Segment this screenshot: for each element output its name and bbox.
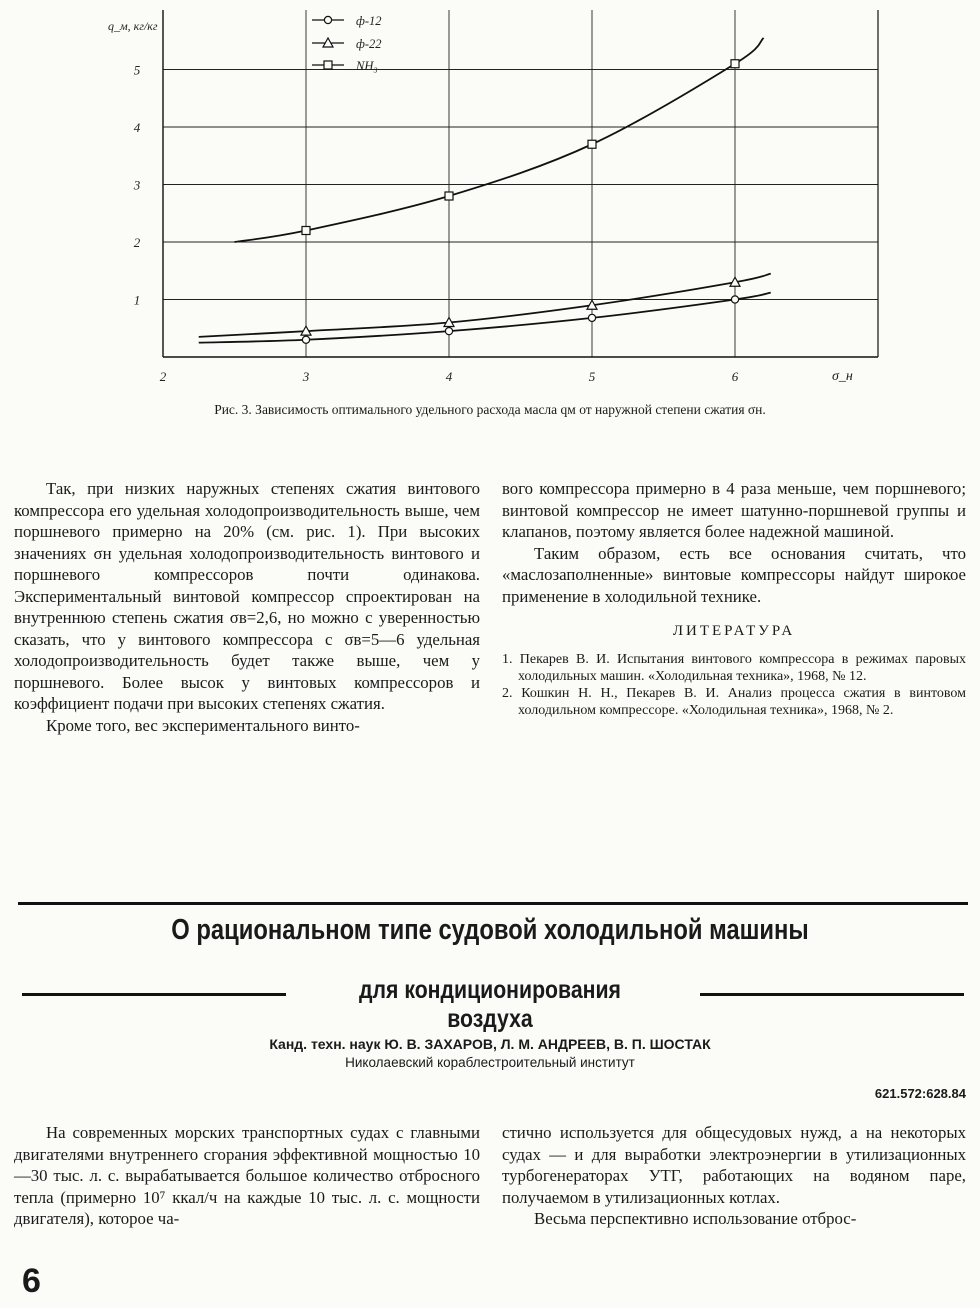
figure-caption: Рис. 3. Зависимость оптимального удельного расхода масла qм от наружной степени сжатия σн.	[214, 402, 766, 417]
article2-paragraph: На современных морских транспортных судах с главными двигателями внутреннего сгорания эффективной мощностью 10—30 тыс. л. с. вырабатывается большое количество отбросного тепла (примерно 10⁷ ккал/ч на каждые 10 тыс. л. с. мощности двигателя), которое ча-	[14, 1123, 480, 1228]
series-line-0	[199, 293, 771, 343]
chart-axes	[163, 10, 878, 357]
page-number: 6	[22, 1262, 41, 1300]
series-point-0	[731, 296, 738, 303]
x-tick-label: 2	[159, 369, 167, 384]
reference-item: 1. Пекарев В. И. Испытания винтового компрессора в режимах паровых холодильных машин. «Холодильная техника», 1968, № 12.	[502, 651, 966, 684]
y-tick-label: 4	[133, 120, 141, 135]
y-tick-label: 3	[133, 177, 141, 193]
series-point-2	[731, 60, 739, 68]
article1-paragraph: Таким образом, есть все основания считать, что «маслозаполненные» винтовые компрессоры найдут широкое применение в холодильной технике.	[502, 543, 966, 606]
article2-paragraph: стично используется для общесудовых нужд, а на некоторых судах — и для выработки электроэнергии в утилизационных турбогенераторах УТГ, работающих на водяном паре, получаемом в утилизационных котлах.	[502, 1123, 966, 1207]
article-institution: Николаевский кораблестроительный институт	[345, 1055, 635, 1070]
article1-left-column	[14, 478, 480, 736]
series-point-2	[302, 227, 310, 235]
x-axis-label: σ_н	[832, 369, 853, 384]
article1-paragraph: Кроме того, вес экспериментального винто-	[46, 715, 360, 735]
article-title: О рациональном типе судовой холодильной машины	[171, 914, 809, 946]
reference-item: 2. Кошкин Н. Н., Пекарев В. И. Анализ процесса сжатия в винтовом холодильном компрессоре. «Холодильная техника», 1968, № 2.	[502, 685, 966, 718]
oil-consumption-chart	[0, 0, 980, 400]
x-tick-label: 3	[302, 369, 310, 384]
subtitle-rule-left	[22, 993, 286, 996]
article-authors: Канд. техн. наук Ю. В. ЗАХАРОВ, Л. М. АНДРЕЕВ, В. П. ШОСТАК	[269, 1036, 711, 1052]
series-point-2	[445, 192, 453, 200]
subtitle-rule-right	[700, 993, 964, 996]
legend-label: ф-12	[356, 14, 382, 28]
y-tick-label: 1	[133, 292, 141, 308]
legend-marker	[324, 61, 332, 69]
article2-right-column	[502, 1122, 966, 1230]
x-tick-label: 6	[731, 369, 739, 384]
article1-right-column	[502, 478, 966, 719]
series-point-2	[588, 140, 596, 148]
series-point-0	[588, 314, 595, 321]
chart-grid	[163, 10, 878, 357]
article1-paragraph: вого компрессора примерно в 4 раза меньше, чем поршневого; винтовой компрессор не имеет шатунно-поршневой группы и клапанов, поэтому является более надежной машиной.	[502, 479, 966, 541]
legend-marker	[324, 16, 331, 23]
y-tick-label: 5	[133, 62, 141, 78]
literature-heading: ЛИТЕРАТУРА	[672, 623, 796, 639]
legend-label: NH₃	[356, 59, 378, 73]
legend-label: ф-22	[356, 37, 382, 51]
chart-series	[199, 38, 771, 343]
series-point-0	[302, 336, 309, 343]
top-rule	[18, 902, 968, 905]
article2-left-column	[14, 1122, 480, 1230]
y-axis-label: q_м, кг/кг	[108, 19, 158, 33]
series-point-0	[445, 328, 452, 335]
chart-legend	[312, 14, 382, 73]
y-tick-label: 2	[133, 235, 141, 250]
reference-list	[502, 651, 966, 719]
x-tick-label: 5	[588, 369, 596, 384]
article1-paragraph: Так, при низких наружных степенях сжатия винтового компрессора его удельная холодопроизводительность выше, чем поршневого примерно на 20% (см. рис. 1). При высоких значениях σн удельная холодопроизводительность винтового и поршневого компрессоров почти одинакова. Экспериментальный винтовой компрессор спроектирован на внутреннюю степень сжатия σв=2,6, но можно с уверенностью сказать, что у винтового компрессора с σв=5—6 удельная холодопроизводительность будет также выше, чем у поршневого. Более высок у винтовых компрессоров и коэффициент подачи при высоких степенях сжатия.	[14, 479, 480, 713]
series-line-2	[235, 38, 764, 242]
article-subtitle: для кондиционирования воздуха	[359, 976, 621, 1033]
article2-paragraph: Весьма перспективно использование отброс-	[534, 1209, 857, 1228]
udc-code: 621.572:628.84	[874, 1086, 966, 1101]
x-tick-label: 4	[445, 369, 453, 384]
